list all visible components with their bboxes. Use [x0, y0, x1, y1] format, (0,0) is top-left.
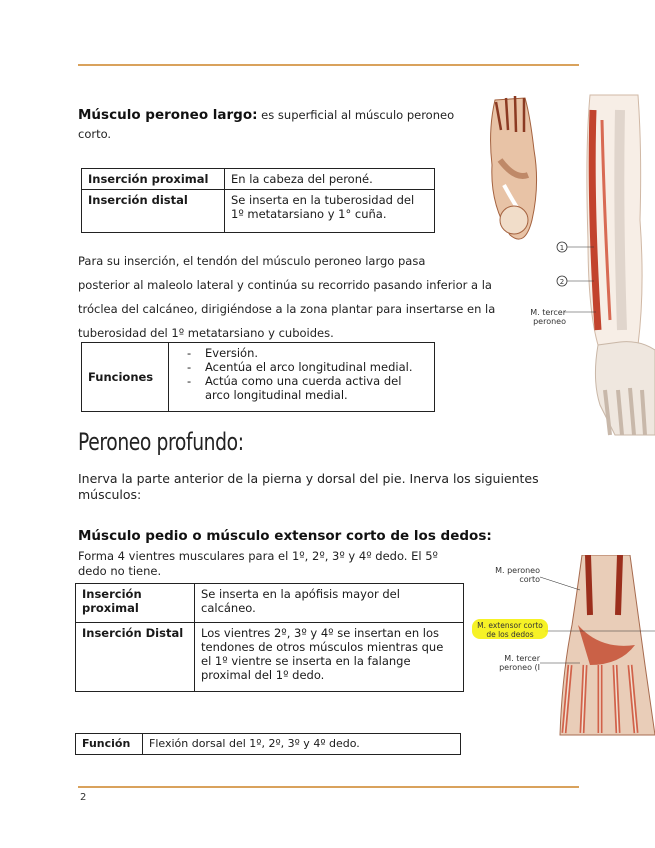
- muscle-heading-desc: es superficial al músculo peroneo: [257, 108, 455, 122]
- page-number: 2: [80, 792, 87, 803]
- list-item: - Actúa como una cuerda activa del arco longitudinal medial.: [175, 374, 428, 402]
- foot-sole-figure: [491, 96, 537, 239]
- table-key: Funciones: [82, 343, 169, 412]
- insertion-table: [81, 168, 435, 233]
- table-value: Flexión dorsal del 1º, 2º, 3º y 4º dedo.: [143, 734, 461, 755]
- functions-list-cell: [169, 343, 435, 412]
- top-rule: [78, 64, 579, 66]
- figure-label-c: [492, 654, 540, 672]
- figure-label-b: [474, 621, 546, 639]
- figure-label-1: 1: [559, 244, 565, 252]
- intro-line: músculos:: [78, 487, 142, 502]
- insertion-paragraph: [78, 249, 508, 345]
- table-key-line: Inserción: [82, 587, 142, 601]
- function-table: [75, 733, 461, 755]
- figure-label-line: de los dedos: [486, 630, 534, 639]
- section-intro: [78, 471, 578, 503]
- table-value-line: Se inserta en la apófisis mayor del: [201, 587, 400, 601]
- table-row: [76, 584, 464, 623]
- figure-label-line: peroneo (I: [499, 663, 540, 672]
- section-title: Peroneo profundo:: [78, 428, 244, 456]
- table-row: [82, 190, 435, 233]
- figure-label-line: M. extensor corto: [477, 621, 543, 630]
- muscle-heading-desc-cont: corto.: [78, 127, 112, 141]
- paragraph-line: Para su inserción, el tendón del músculo peroneo largo pasa: [78, 254, 426, 268]
- paragraph-line: tróclea del calcáneo, dirigiéndose a la zona plantar para insertarse en la: [78, 302, 496, 316]
- table-value-line: 1º metatarsiano y 1° cuña.: [231, 207, 387, 221]
- insertion-table-2: [75, 583, 464, 692]
- table-key-line: proximal: [82, 601, 139, 615]
- figure-label-line: peroneo: [533, 317, 566, 326]
- table-row: [76, 623, 464, 692]
- figure-label-2: 2: [559, 278, 565, 286]
- intro-line: Inerva la parte anterior de la pierna y dorsal del pie. Inerva los siguientes: [78, 471, 539, 486]
- muscle-heading-2: Músculo pedio o músculo extensor corto de los dedos:: [78, 528, 492, 544]
- list-item: - Eversión.: [175, 346, 428, 360]
- table-value: [195, 584, 464, 623]
- list-item: - Acentúa el arco longitudinal medial.: [175, 360, 428, 374]
- muscle-description: [78, 549, 478, 579]
- muscle-heading: Músculo peroneo largo:: [78, 107, 258, 123]
- desc-line: dedo no tiene.: [78, 564, 162, 578]
- figure-label-line: M. tercer: [504, 654, 540, 663]
- table-value: En la cabeza del peroné.: [225, 169, 435, 190]
- table-key: [76, 584, 195, 623]
- table-value: [225, 190, 435, 233]
- functions-list: [175, 346, 428, 402]
- table-key: Inserción proximal: [82, 169, 225, 190]
- table-key: Inserción distal: [82, 190, 225, 233]
- bottom-rule: [78, 786, 579, 788]
- figure-label-m: [528, 308, 566, 326]
- paragraph-line: tuberosidad del 1º metatarsiano y cuboides.: [78, 326, 334, 340]
- leg-figure: [587, 95, 655, 435]
- table-value-line: calcáneo.: [201, 601, 256, 615]
- table-row: [76, 734, 461, 755]
- figure-label-line: M. tercer: [530, 308, 566, 317]
- figure-label-a: [494, 566, 540, 584]
- leg-foot-illustration: [470, 90, 655, 445]
- figure-label-line: M. peroneo: [495, 566, 540, 575]
- desc-line: Forma 4 vientres musculares para el 1º, 2º, 3º y 4º dedo. El 5º: [78, 549, 438, 563]
- table-key: Inserción Distal: [76, 623, 195, 692]
- muscle-heading-line: [78, 104, 478, 142]
- functions-table: [81, 342, 435, 412]
- table-value-line: Los vientres 2º, 3º y 4º se insertan en los: [201, 626, 439, 640]
- table-value: [195, 623, 464, 692]
- table-value-line: el 1º vientre se inserta en la falange: [201, 654, 411, 668]
- table-row: [82, 169, 435, 190]
- figure-label-line: corto: [519, 575, 540, 584]
- table-value-line: proximal del 1º dedo.: [201, 668, 325, 682]
- table-key: Función: [76, 734, 143, 755]
- table-value-line: tendones de otros músculos mientras que: [201, 640, 444, 654]
- paragraph-line: posterior al maleolo lateral y continúa su recorrido pasando inferior a la: [78, 278, 492, 292]
- table-value-line: Se inserta en la tuberosidad del: [231, 193, 415, 207]
- table-row: [82, 343, 435, 412]
